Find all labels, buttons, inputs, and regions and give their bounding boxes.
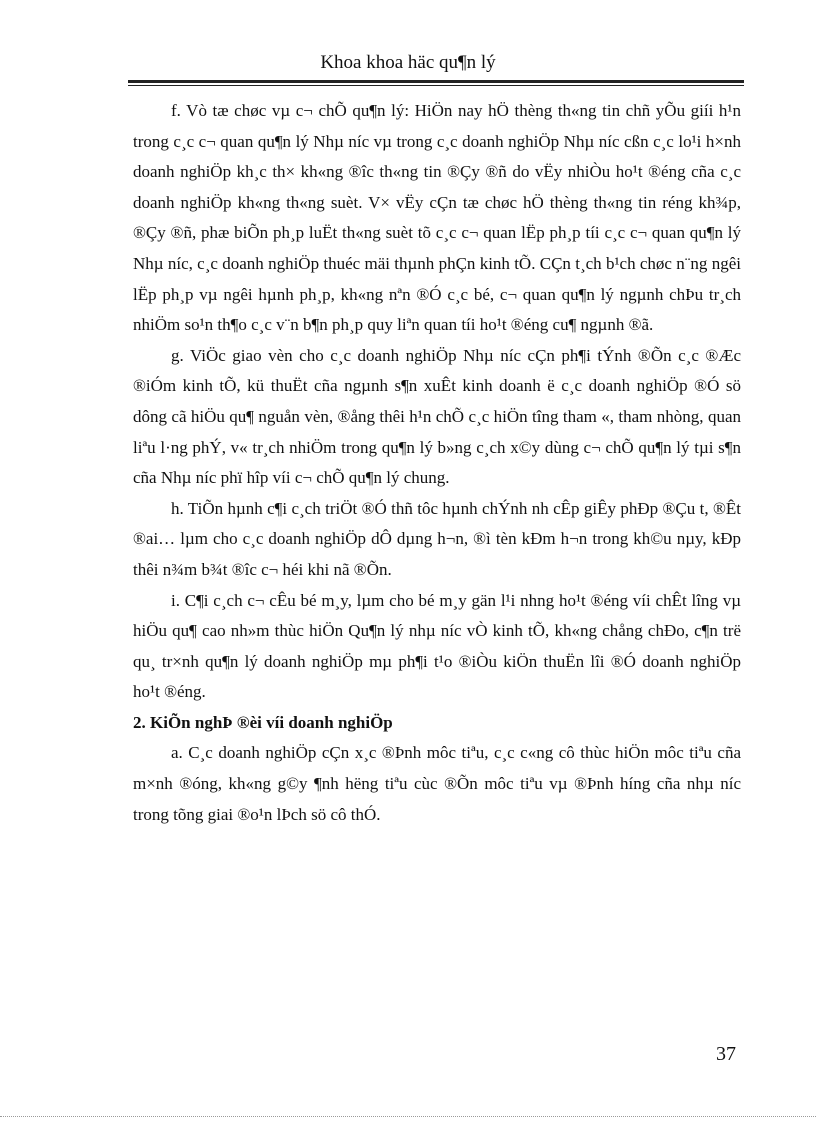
paragraph-a: a. C¸c doanh nghiÖp cÇn x¸c ®Þnh môc tiªu, c¸c c«ng cô thùc hiÖn môc tiªu cña m×nh ®óng, kh«ng g©y ¶nh hëng tiªu cùc ®Õn môc tiªu vµ ®Þnh híng cña nhµ níc trong tõng giai ®o¹n lÞch sö cô thÓ. [133,743,741,824]
section-heading-2: 2. KiÕn nghÞ ®èi víi doanh nghiÖp [133,712,393,732]
page-header-title: Khoa khoa häc qu¶n lý [320,52,496,73]
bottom-dotted-rule [0,1116,816,1117]
paragraph-f: f. Vò tæ chøc vµ c¬ chÕ qu¶n lý: HiÖn nay hÖ thèng th«ng tin chñ yÕu giíi h¹n trong c¸c c¬ quan qu¶n lý Nhµ níc vµ trong c¸c doanh nghiÖp Nhµ níc cßn c¸c lo¹i h×nh doanh nghiÖp kh¸c th× kh«ng ®îc th«ng tin ®Çy ®ñ do vËy nhiÒu ho¹t ®éng cña c¸c doanh nghiÖp kh«ng th«ng suèt. V× vËy cÇn tæ chøc hÖ thèng th«ng tin réng kh¾p, ®Çy ®ñ, phæ biÕn ph¸p luËt th«ng suèt tõ c¸c c¬ quan lËp ph¸p tíi c¸c c¬ quan qu¶n lý Nhµ níc, c¸c doanh nghiÖp thuéc mäi thµnh phÇn kinh tÕ. CÇn t¸ch b¹ch chøc n¨ng ngêi lËp ph¸p vµ ngêi hµnh ph¸p, kh«ng nªn ®Ó c¸c bé, c¬ quan qu¶n lý ngµnh chÞu tr¸ch nhiÖm so¹n th¶o c¸c v¨n b¶n ph¸p quy liªn quan tíi ho¹t ®éng cu¶ ngµnh ®ã. [133,101,741,335]
body-text [133,96,741,830]
header-rule-thin [128,85,744,86]
paragraph-i: i. C¶i c¸ch c¬ cÊu bé m¸y, lµm cho bé m¸y gän l¹i nhng ho¹t ®éng víi chÊt lîng vµ hiÖu qu¶ cao nh»m thùc hiÖn Qu¶n lý nhµ níc vÒ kinh tÕ, kh«ng chång chÐo, c¶n trë qu¸ tr×nh qu¶n lý doanh nghiÖp mµ ph¶i t¹o ®iÒu kiÖn thuËn lîi ®Ó doanh nghiÖp ho¹t ®éng. [133,590,741,702]
paragraph-g: g. ViÖc giao vèn cho c¸c doanh nghiÖp Nhµ níc cÇn ph¶i tÝnh ®Õn c¸c ®Æc ®iÓm kinh tÕ, kü thuËt cña ngµnh s¶n xuÊt kinh doanh ë c¸c doanh nghiÖp ®Ó sö dông cã hiÖu qu¶ nguån vèn, ®ång thêi h¹n chÕ c¸c hiÖn tîng tham «, tham nhòng, quan liªu l·ng phÝ, v« tr¸ch nhiÖm trong qu¶n lý b»ng c¸ch x©y dùng c¬ chÕ qu¶n lý tµi s¶n cña Nhµ níc phï hîp víi c¬ chÕ qu¶n lý chung. [133,345,741,488]
page-number: 37 [716,1043,736,1065]
paragraph-h: h. TiÕn hµnh c¶i c¸ch triÖt ®Ó thñ tôc hµnh chÝnh nh cÊp giÊy phÐp ®Çu t, ®Êt ®ai… lµm cho c¸c doanh nghiÖp dÔ dµng h¬n, ®ì tèn kÐm h¬n trong kh©u nµy, kÐp thêi n¾m b¾t ®îc c¬ héi khi nã ®Õn. [133,498,741,579]
header-rule-thick [128,80,744,83]
